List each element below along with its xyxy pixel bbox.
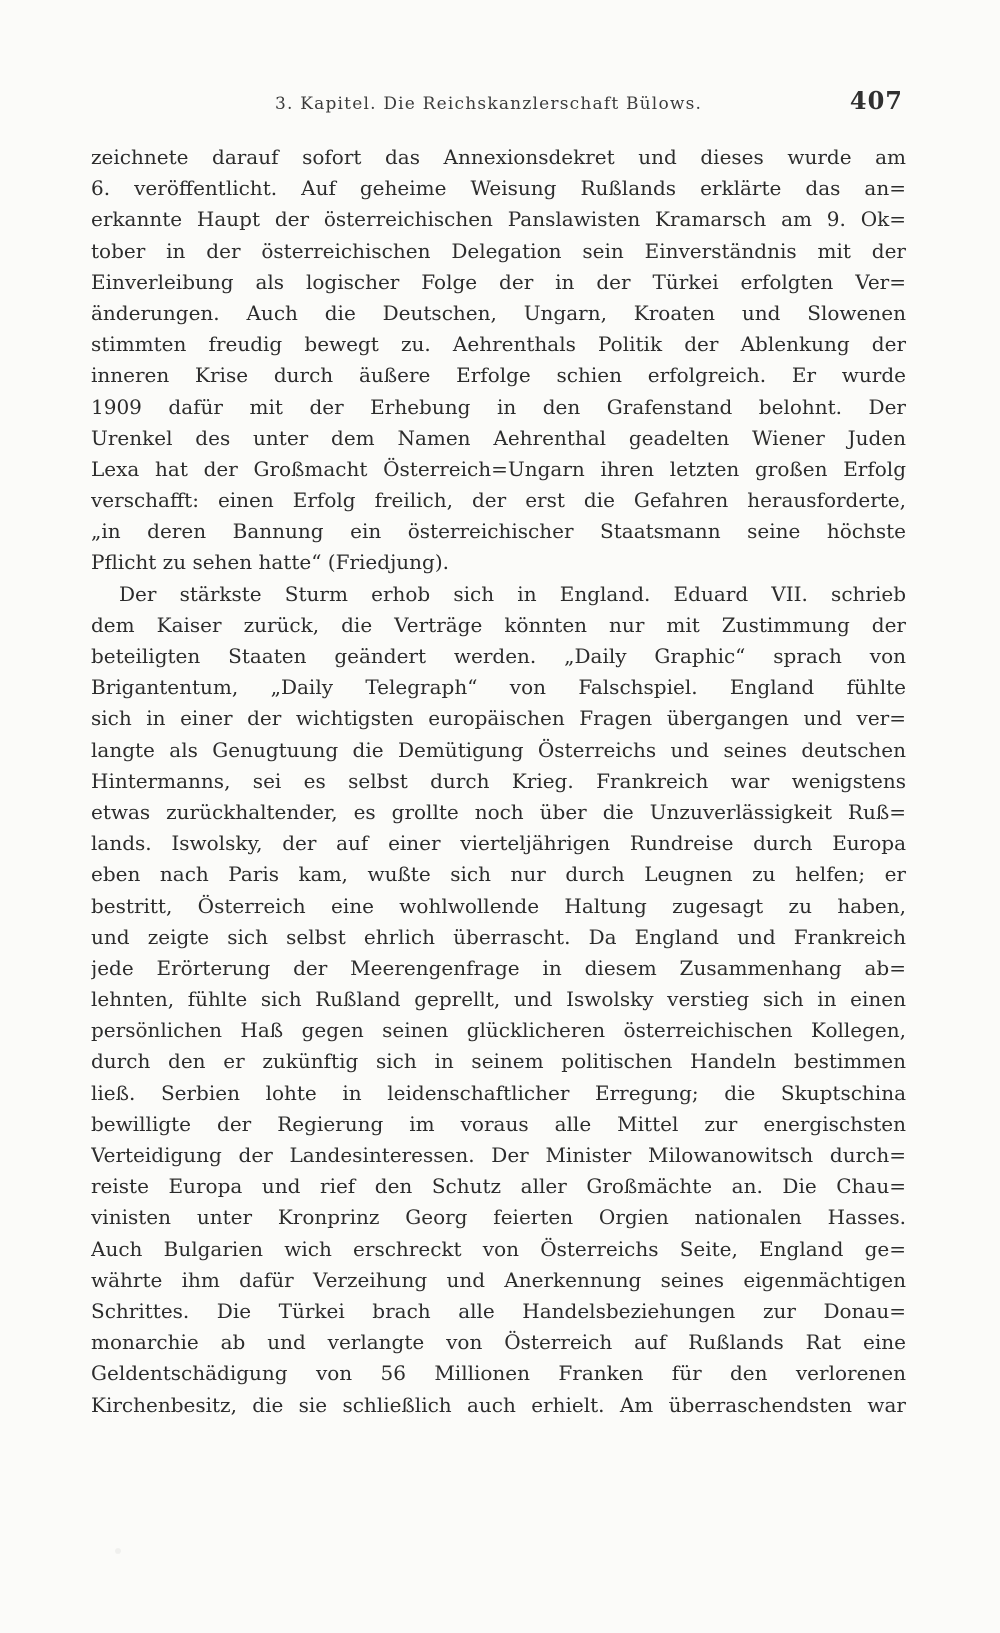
text-line: „in deren Bannung ein österreichischer Staatsmann seine höchste — [91, 519, 906, 544]
text-line: monarchie ab und verlangte von Österreich auf Rußlands Rat eine — [91, 1330, 906, 1355]
running-head — [90, 86, 905, 126]
text-line: 6. veröffentlicht. Auf geheime Weisung Rußlands erklärte das an= — [91, 176, 906, 201]
text-line-paragraph-end: Pflicht zu sehen hatte“ (Friedjung). — [91, 550, 449, 575]
running-title: 3. Kapitel. Die Reichskanzlerschaft Bülows. — [275, 94, 703, 114]
text-line-paragraph-start: Der stärkste Sturm erhob sich in England. Eduard VII. schrieb — [119, 581, 906, 606]
text-line: persönlichen Haß gegen seinen glücklicheren österreichischen Kollegen, — [91, 1018, 906, 1043]
text-line: ließ. Serbien lohte in leidenschaftlicher Erregung; die Skuptschina — [91, 1080, 906, 1105]
text-line: Lexa hat der Großmacht Österreich=Ungarn ihren letzten großen Erfolg — [91, 456, 906, 481]
text-line: Hintermanns, sei es selbst durch Krieg. Frankreich war wenigstens — [91, 768, 906, 793]
page-number: 407 — [849, 86, 903, 115]
text-line: reiste Europa und rief den Schutz aller Großmächte an. Die Chau= — [91, 1174, 906, 1199]
text-line: Verteidigung der Landesinteressen. Der Minister Milowanowitsch durch= — [91, 1143, 906, 1167]
text-line: durch den er zukünftig sich in seinem politischen Handeln bestimmen — [91, 1049, 906, 1074]
text-line: vinisten unter Kronprinz Georg feierten Orgien nationalen Hasses. — [91, 1205, 906, 1230]
text-line: stimmten freudig bewegt zu. Aehrenthals Politik der Ablenkung der — [91, 332, 906, 357]
text-line: Schrittes. Die Türkei brach alle Handelsbeziehungen zur Donau= — [91, 1298, 906, 1323]
text-line: beteiligten Staaten geändert werden. „Daily Graphic“ sprach von — [91, 644, 906, 668]
text-line: währte ihm dafür Verzeihung und Anerkennung seines eigenmächtigen — [91, 1267, 906, 1292]
text-line: lands. Iswolsky, der auf einer vierteljährigen Rundreise durch Europa — [91, 831, 906, 856]
text-line: erkannte Haupt der österreichischen Panslawisten Kramarsch am 9. Ok= — [91, 207, 906, 232]
text-line: tober in der österreichischen Delegation sein Einverständnis mit der — [91, 238, 906, 263]
body-text — [91, 142, 906, 1421]
text-line: Einverleibung als logischer Folge der in der Türkei erfolgten Ver= — [91, 269, 906, 294]
text-line: Urenkel des unter dem Namen Aehrenthal geadelten Wiener Juden — [91, 425, 906, 450]
text-line: bewilligte der Regierung im voraus alle Mittel zur energischsten — [91, 1111, 906, 1136]
text-line: Kirchenbesitz, die sie schließlich auch erhielt. Am überraschendsten war — [91, 1392, 906, 1417]
text-line: zeichnete darauf sofort das Annexionsdekret und dieses wurde am — [91, 145, 906, 169]
paper-blemish — [115, 1548, 121, 1554]
text-line: Auch Bulgarien wich erschreckt von Österreichs Seite, England ge= — [91, 1236, 906, 1261]
text-line: lehnten, fühlte sich Rußland geprellt, und Iswolsky verstieg sich in einen — [91, 987, 906, 1012]
text-line: Geldentschädigung von 56 Millionen Franken für den verlorenen — [91, 1361, 906, 1386]
text-line: langte als Genugtuung die Demütigung Österreichs und seines deutschen — [91, 737, 906, 762]
text-line: und zeigte sich selbst ehrlich überrascht. Da England und Frankreich — [91, 924, 906, 949]
text-line: inneren Krise durch äußere Erfolge schien erfolgreich. Er wurde — [91, 363, 906, 388]
text-line: 1909 dafür mit der Erhebung in den Grafenstand belohnt. Der — [91, 394, 906, 419]
text-line: etwas zurückhaltender, es grollte noch über die Unzuverlässigkeit Ruß= — [91, 799, 906, 824]
text-line: verschafft: einen Erfolg freilich, der erst die Gefahren herausforderte, — [91, 488, 906, 513]
text-line: bestritt, Österreich eine wohlwollende Haltung zugesagt zu haben, — [91, 893, 906, 918]
text-line: Brigantentum, „Daily Telegraph“ von Falschspiel. England fühlte — [91, 675, 906, 700]
text-line: sich in einer der wichtigsten europäischen Fragen übergangen und ver= — [91, 706, 906, 731]
text-line: änderungen. Auch die Deutschen, Ungarn, Kroaten und Slowenen — [91, 300, 906, 325]
text-line: eben nach Paris kam, wußte sich nur durch Leugnen zu helfen; er — [91, 862, 906, 887]
text-line: jede Erörterung der Meerengenfrage in diesem Zusammenhang ab= — [91, 955, 906, 980]
text-line: dem Kaiser zurück, die Verträge könnten nur mit Zustimmung der — [91, 612, 906, 637]
